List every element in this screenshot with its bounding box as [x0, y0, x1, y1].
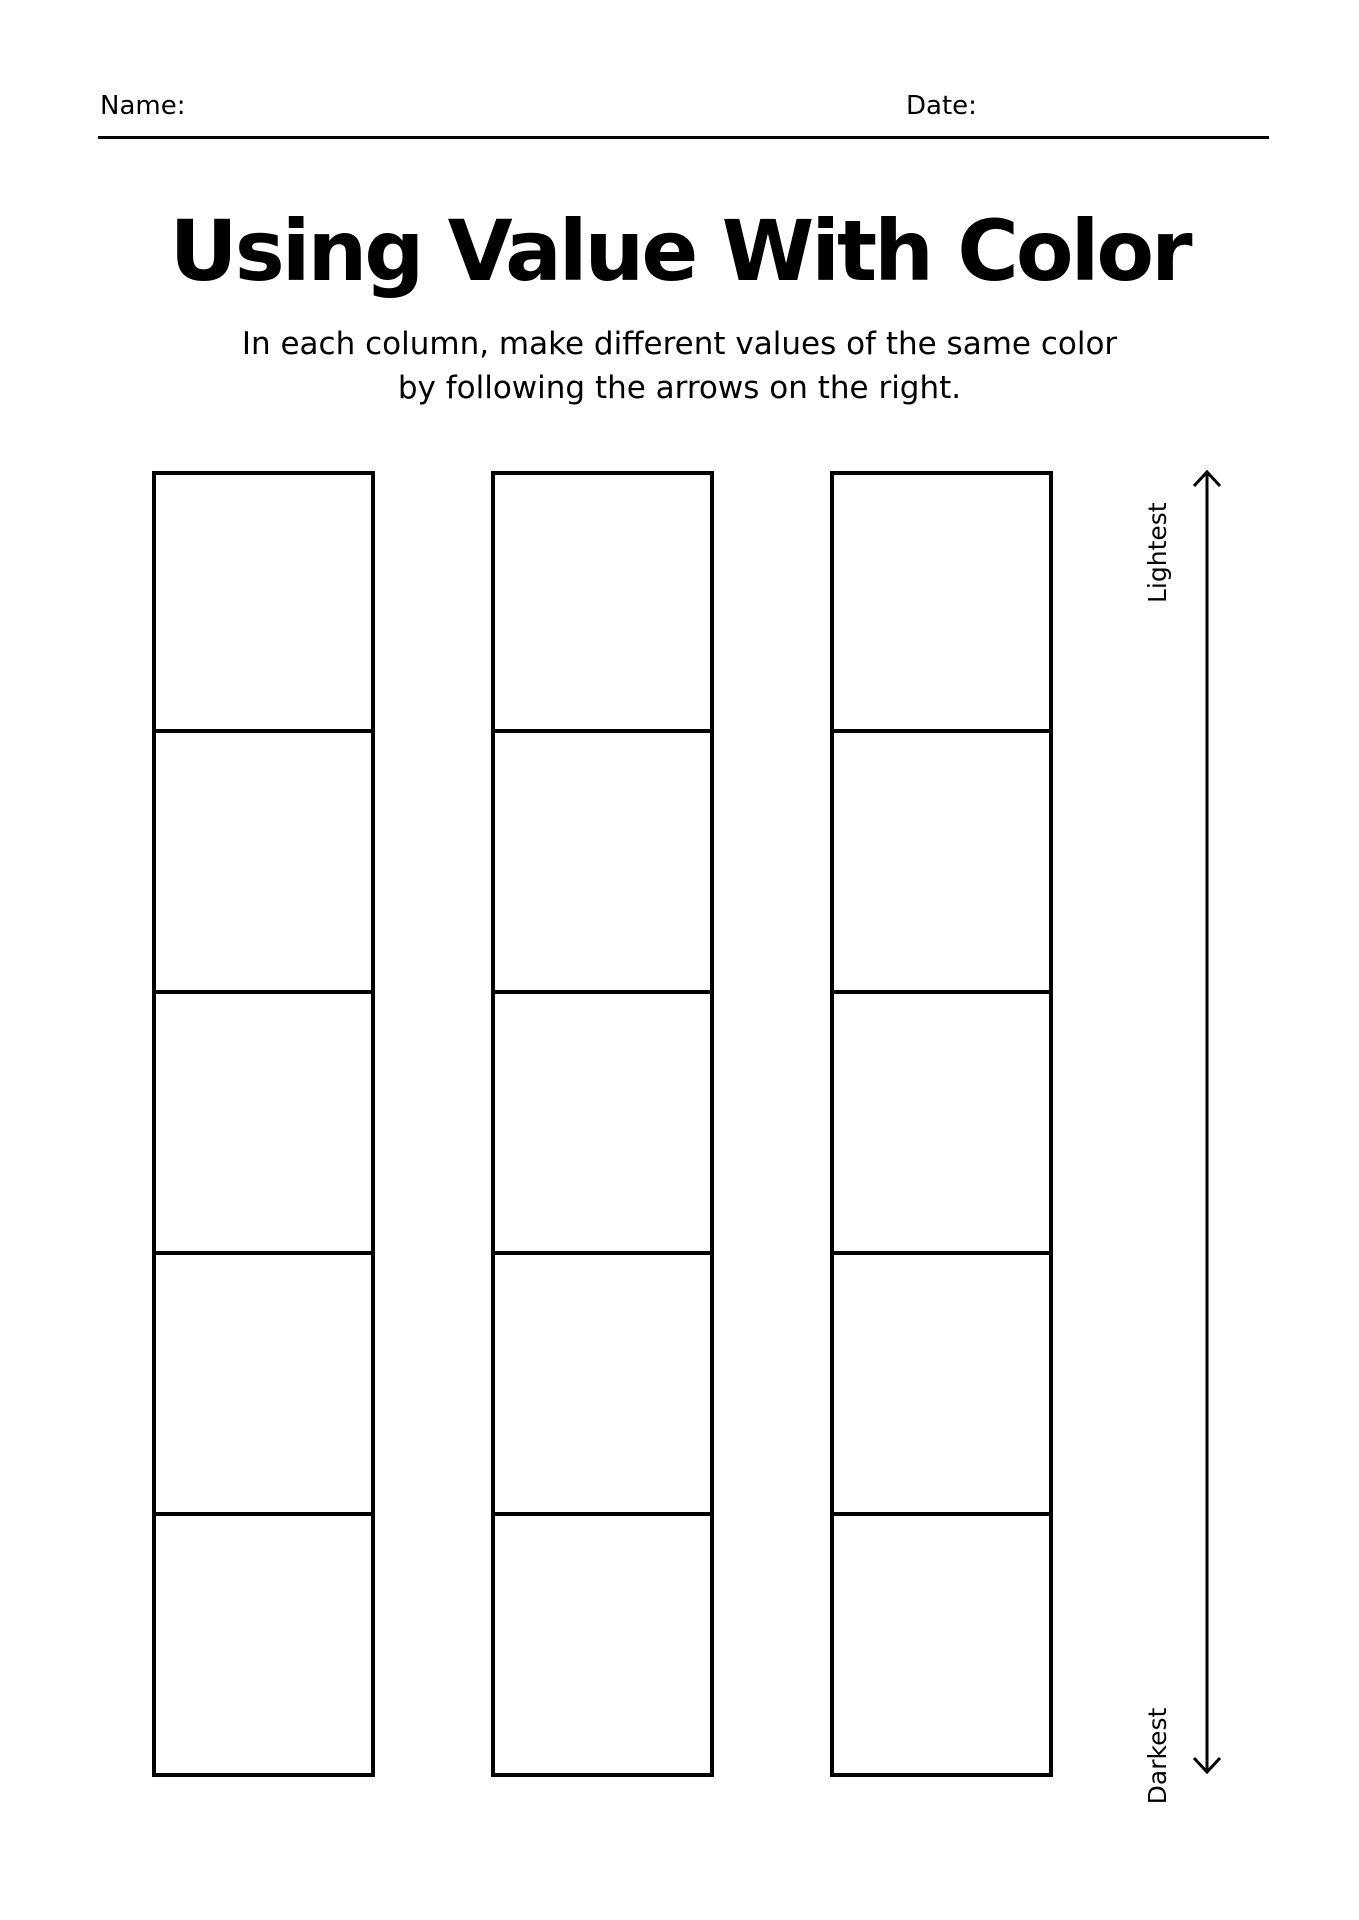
instructions-line-2: by following the arrows on the right.	[397, 370, 962, 406]
darkest-label: Darkest	[1143, 1707, 1172, 1805]
name-date-line	[98, 136, 1269, 139]
value-cell	[830, 1255, 1053, 1516]
value-cell	[491, 1255, 714, 1516]
double-headed-vertical-arrow-icon	[1192, 468, 1222, 1776]
value-cell	[152, 733, 375, 994]
value-cell	[491, 1516, 714, 1777]
value-cell	[830, 1516, 1053, 1777]
value-cell	[491, 733, 714, 994]
lightest-label: Lightest	[1143, 502, 1172, 603]
value-cell	[152, 994, 375, 1255]
value-cell	[152, 1516, 375, 1777]
date-label: Date:	[906, 91, 977, 121]
value-column-2	[491, 471, 714, 1777]
value-cell	[152, 1255, 375, 1516]
value-cell	[152, 471, 375, 733]
value-cell	[830, 733, 1053, 994]
value-column-3	[830, 471, 1053, 1777]
name-label: Name:	[100, 91, 186, 121]
value-cell	[830, 994, 1053, 1255]
value-column-1	[152, 471, 375, 1777]
instructions	[0, 322, 1359, 410]
value-cell	[830, 471, 1053, 733]
page-title: Using Value With Color	[169, 202, 1190, 300]
instructions-line-1: In each column, make different values of the same color	[241, 326, 1118, 362]
value-cell	[491, 471, 714, 733]
value-cell	[491, 994, 714, 1255]
